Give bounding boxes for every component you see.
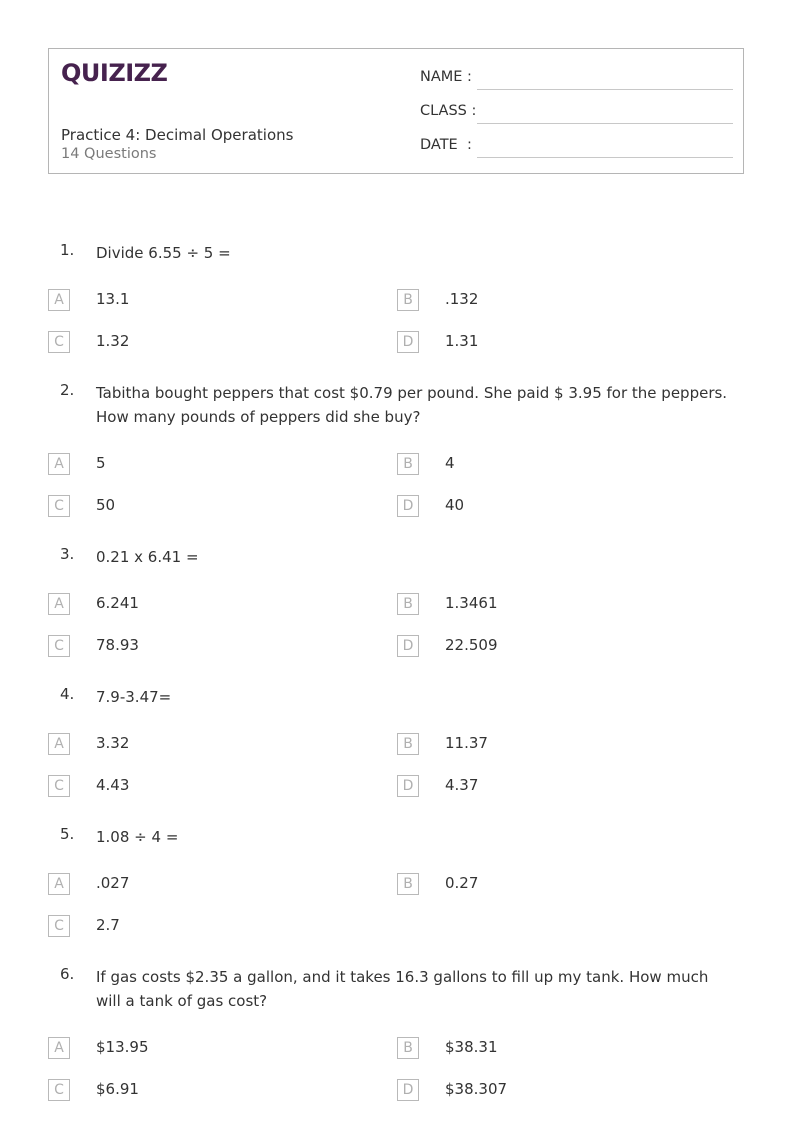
option-text: 1.3461	[445, 594, 498, 612]
option-letter-box[interactable]: B	[397, 289, 419, 311]
option-letter-box[interactable]: C	[48, 1079, 70, 1101]
option-letter-box[interactable]: C	[48, 775, 70, 797]
name-line[interactable]	[477, 89, 733, 90]
option-letter-box[interactable]: A	[48, 453, 70, 475]
option-text: 6.241	[96, 594, 139, 612]
option-text: 5	[96, 454, 106, 472]
option-letter-box[interactable]: B	[397, 1037, 419, 1059]
option-text: 40	[445, 496, 465, 514]
date-line[interactable]	[477, 157, 733, 158]
option-text: 1.32	[96, 332, 130, 350]
option-text: .132	[445, 290, 479, 308]
worksheet-title: Practice 4: Decimal Operations	[61, 126, 294, 144]
class-line[interactable]	[477, 123, 733, 124]
class-label: CLASS :	[420, 103, 477, 119]
question-text: Divide 6.55 ÷ 5 =	[96, 244, 231, 262]
option-letter-box[interactable]: D	[397, 331, 419, 353]
quizizz-logo: QUIZIZZ	[61, 59, 168, 87]
option-text: 4.43	[96, 776, 130, 794]
option-letter-box[interactable]: D	[397, 1079, 419, 1101]
option-text: $38.307	[445, 1080, 508, 1098]
option-text: $38.31	[445, 1038, 498, 1056]
option-letter-box[interactable]: B	[397, 593, 419, 615]
option-text: 13.1	[96, 290, 130, 308]
option-text: 22.509	[445, 636, 498, 654]
option-letter-box[interactable]: B	[397, 733, 419, 755]
question-text: 1.08 ÷ 4 =	[96, 828, 179, 846]
option-letter-box[interactable]: B	[397, 873, 419, 895]
option-text: 78.93	[96, 636, 139, 654]
option-text: 3.32	[96, 734, 130, 752]
option-text: 4.37	[445, 776, 479, 794]
question-count: 14 Questions	[61, 146, 157, 162]
question-text: 7.9-3.47=	[96, 688, 172, 706]
date-label: DATE :	[420, 137, 472, 153]
option-letter-box[interactable]: B	[397, 453, 419, 475]
option-letter-box[interactable]: C	[48, 915, 70, 937]
option-text: $6.91	[96, 1080, 139, 1098]
question-number: 5.	[60, 825, 75, 843]
option-letter-box[interactable]: C	[48, 331, 70, 353]
option-text: 50	[96, 496, 116, 514]
worksheet-header	[48, 48, 744, 174]
option-letter-box[interactable]: C	[48, 495, 70, 517]
option-letter-box[interactable]: A	[48, 593, 70, 615]
option-letter-box[interactable]: A	[48, 733, 70, 755]
question-number: 2.	[60, 381, 75, 399]
option-text: 0.27	[445, 874, 479, 892]
question-text: If gas costs $2.35 a gallon, and it takes 16.3 gallons to fill up my tank. How much will a tank of gas cost?	[96, 968, 709, 1010]
name-label: NAME :	[420, 69, 472, 85]
question-number: 3.	[60, 545, 75, 563]
question-number: 6.	[60, 965, 75, 983]
option-text: 2.7	[96, 916, 120, 934]
option-letter-box[interactable]: D	[397, 495, 419, 517]
option-text: 11.37	[445, 734, 488, 752]
question-text: Tabitha bought peppers that cost $0.79 per pound. She paid $ 3.95 for the peppers. How many pounds of peppers did she buy?	[96, 384, 728, 426]
option-letter-box[interactable]: A	[48, 1037, 70, 1059]
option-text: 4	[445, 454, 455, 472]
option-letter-box[interactable]: C	[48, 635, 70, 657]
question-text: 0.21 x 6.41 =	[96, 548, 199, 566]
option-text: 1.31	[445, 332, 479, 350]
option-letter-box[interactable]: D	[397, 775, 419, 797]
option-text: .027	[96, 874, 130, 892]
option-letter-box[interactable]: D	[397, 635, 419, 657]
option-letter-box[interactable]: A	[48, 289, 70, 311]
option-text: $13.95	[96, 1038, 149, 1056]
question-number: 1.	[60, 241, 75, 259]
option-letter-box[interactable]: A	[48, 873, 70, 895]
question-number: 4.	[60, 685, 75, 703]
